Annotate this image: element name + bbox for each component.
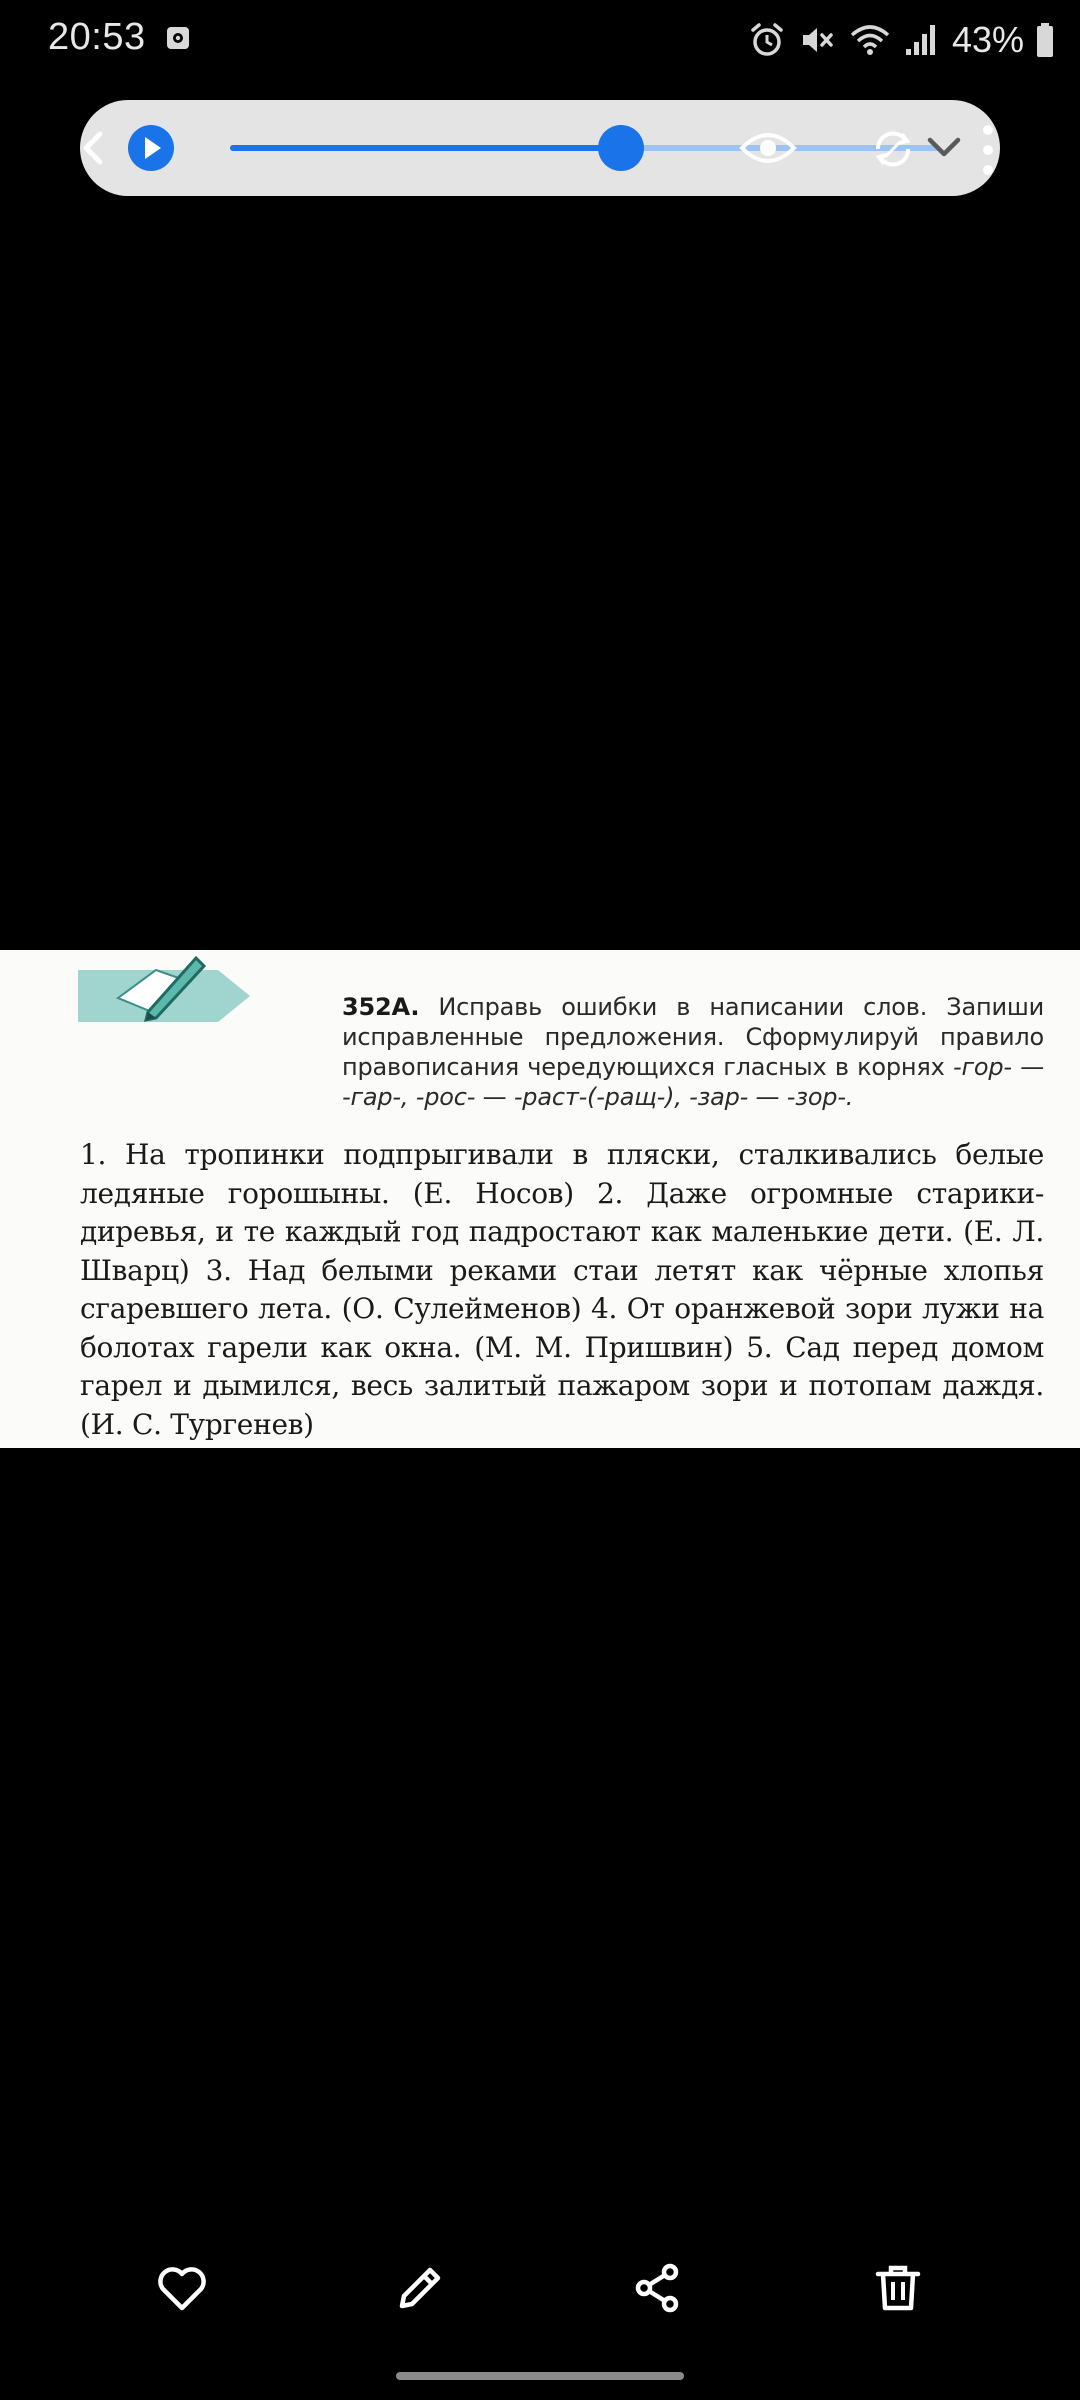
textbook-photo: [0, 950, 1080, 1448]
progress-slider[interactable]: [230, 145, 940, 151]
media-control-bar: [80, 100, 1000, 196]
progress-fill: [230, 145, 621, 151]
trash-icon: [870, 2260, 926, 2316]
battery-level: 43%: [951, 19, 1024, 60]
task-instruction: [342, 992, 1044, 1112]
bottom-action-bar: [0, 2240, 1080, 2330]
exercise-body: 1. На тропинки подпрыгивали в пляски, сталкивались белые ледяные горошыны. (Е. Носов) 2. Даже огромные старики-диревья, и те каждый год падростают как маленькие дети. (Е. Л. Шварц) 3. Над белыми реками стаи летят как чёрные хлопья сгаревшего лета. (О. Сулейменов) 4. От оранжевой зори лужи на болотах гарели как окна. (М. М. Пришвин) 5. Сад перед домом гарел и дымился, весь залитый пажаром зори и потопам даждя. (И. С. Тургенев): [80, 1138, 1044, 1441]
task-text: Исправь ошибки в написании слов. Запиши исправленные предложения. Сформулируй правило правописания чередующихся гласных в корнях: [342, 993, 1044, 1081]
signal-icon: [904, 21, 940, 59]
favorite-button[interactable]: [154, 2260, 210, 2316]
status-time: 20:53: [48, 16, 146, 58]
share-button[interactable]: [630, 2260, 686, 2316]
task-roots: -гор- — -гар-, -рос- — -раст-(-ращ-), -зар- — -зор-.: [342, 1053, 1044, 1111]
pencil-icon: [78, 952, 253, 1028]
progress-thumb[interactable]: [598, 125, 644, 171]
battery-icon: [1036, 21, 1054, 59]
share-icon: [630, 2260, 686, 2316]
alarm-icon: [748, 21, 786, 59]
heart-icon: [154, 2260, 210, 2316]
mute-icon: [798, 21, 836, 59]
wifi-icon: [848, 21, 892, 59]
pencil-edit-icon: [392, 2260, 448, 2316]
rotate-icon[interactable]: [868, 124, 918, 174]
chevron-down-icon[interactable]: [924, 130, 964, 164]
home-indicator[interactable]: [396, 2372, 684, 2380]
back-icon[interactable]: [76, 128, 112, 168]
delete-button[interactable]: [870, 2260, 926, 2316]
task-number: 352A.: [342, 993, 420, 1021]
eye-icon[interactable]: [738, 126, 798, 170]
status-bar: [0, 0, 1080, 80]
more-icon[interactable]: [980, 122, 996, 178]
play-icon: [128, 125, 174, 171]
notification-icon: [166, 26, 190, 50]
edit-button[interactable]: [392, 2260, 448, 2316]
status-icons: [748, 18, 1054, 62]
play-button[interactable]: [128, 125, 174, 171]
